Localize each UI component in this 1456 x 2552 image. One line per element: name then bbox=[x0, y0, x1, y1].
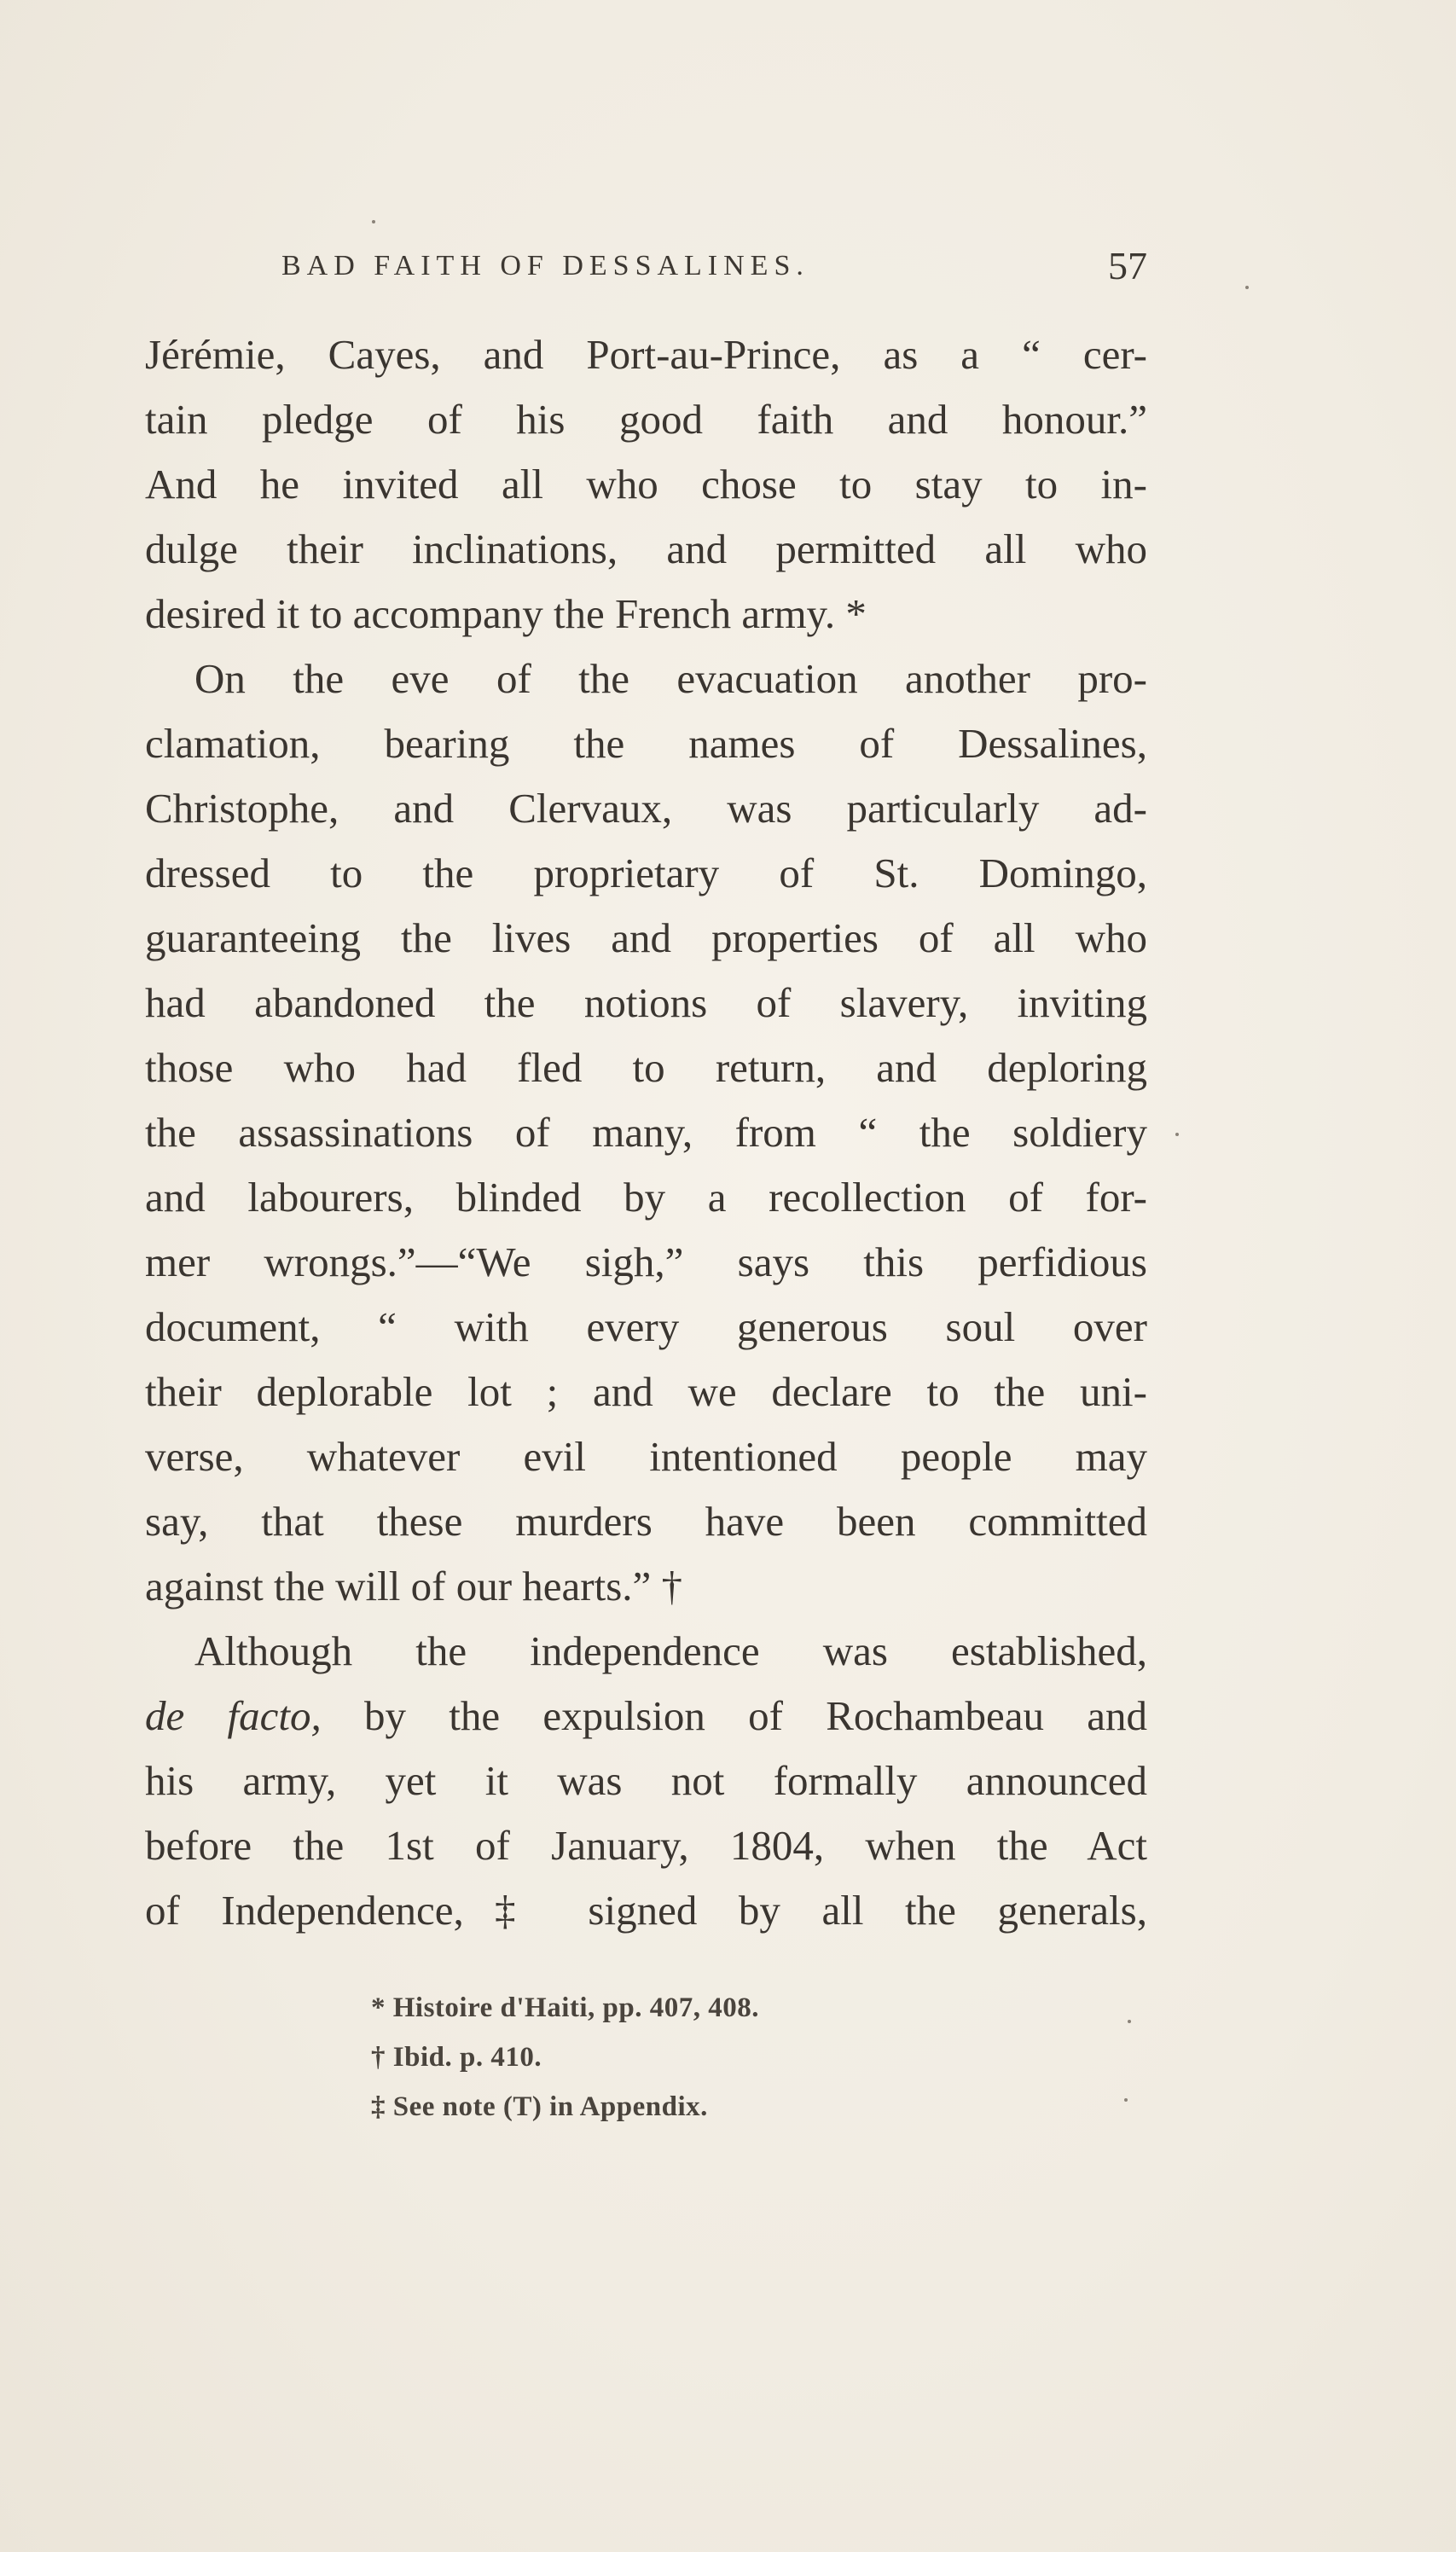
text-line: and labourers, blinded by a recollection of for- bbox=[145, 1174, 1147, 1221]
text-line: dressed to the proprietary of St. Domingo, bbox=[145, 850, 1147, 896]
text-line: against the will of our hearts.” † bbox=[145, 1563, 683, 1610]
text-line: On the eve of the evacuation another pro- bbox=[194, 655, 1147, 702]
text-line: before the 1st of January, 1804, when the Act bbox=[145, 1822, 1147, 1869]
text-line: those who had fled to return, and deploring bbox=[145, 1044, 1147, 1091]
paper-speck bbox=[1124, 2098, 1128, 2102]
paper-speck bbox=[1245, 286, 1249, 289]
paper-speck bbox=[1175, 1133, 1179, 1136]
paper-speck bbox=[372, 220, 375, 223]
footnote: ‡ See note (T) in Appendix. bbox=[371, 2091, 708, 2122]
text-line: the assassinations of many, from “ the soldiery bbox=[145, 1109, 1147, 1156]
text-line: And he invited all who chose to stay to in- bbox=[145, 461, 1147, 508]
text-line: guaranteeing the lives and properties of all who bbox=[145, 914, 1147, 961]
italic-phrase: de facto, bbox=[145, 1692, 322, 1739]
text-line: his army, yet it was not formally announced bbox=[145, 1757, 1147, 1804]
paper-speck bbox=[1128, 2020, 1131, 2023]
footnote: † Ibid. p. 410. bbox=[371, 2042, 542, 2073]
text-line: Jérémie, Cayes, and Port-au-Prince, as a “ cer- bbox=[145, 331, 1147, 378]
text-line: tain pledge of his good faith and honour.” bbox=[145, 396, 1147, 443]
text-line: Although the independence was established, bbox=[194, 1627, 1147, 1674]
page-header bbox=[281, 243, 1147, 294]
running-head: BAD FAITH OF DESSALINES. bbox=[281, 250, 809, 281]
page-number: 57 bbox=[1108, 244, 1147, 287]
text-line: clamation, bearing the names of Dessalines, bbox=[145, 720, 1147, 767]
text-line: verse, whatever evil intentioned people may bbox=[145, 1433, 1147, 1480]
text-line: desired it to accompany the French army. * bbox=[145, 590, 867, 637]
text-line: Christophe, and Clervaux, was particularly ad- bbox=[145, 785, 1147, 832]
footnotes bbox=[371, 1983, 968, 2132]
text-line: dulge their inclinations, and permitted all who bbox=[145, 525, 1147, 572]
body-text bbox=[145, 322, 1147, 1943]
text-line bbox=[145, 1684, 1147, 1749]
footnote: * Histoire d'Haiti, pp. 407, 408. bbox=[371, 1992, 760, 2023]
text-line: say, that these murders have been committed bbox=[145, 1498, 1147, 1545]
text-line-rest: by the expulsion of Rochambeau and bbox=[321, 1692, 1147, 1739]
text-line: their deplorable lot ; and we declare to the uni- bbox=[145, 1368, 1147, 1415]
text-line: of Independence,‡ signed by all the generals, bbox=[145, 1887, 1147, 1934]
text-line: mer wrongs.”—“We sigh,” says this perfidious bbox=[145, 1238, 1147, 1285]
text-line: had abandoned the notions of slavery, inviting bbox=[145, 979, 1147, 1026]
text-line: document, “ with every generous soul over bbox=[145, 1303, 1147, 1350]
